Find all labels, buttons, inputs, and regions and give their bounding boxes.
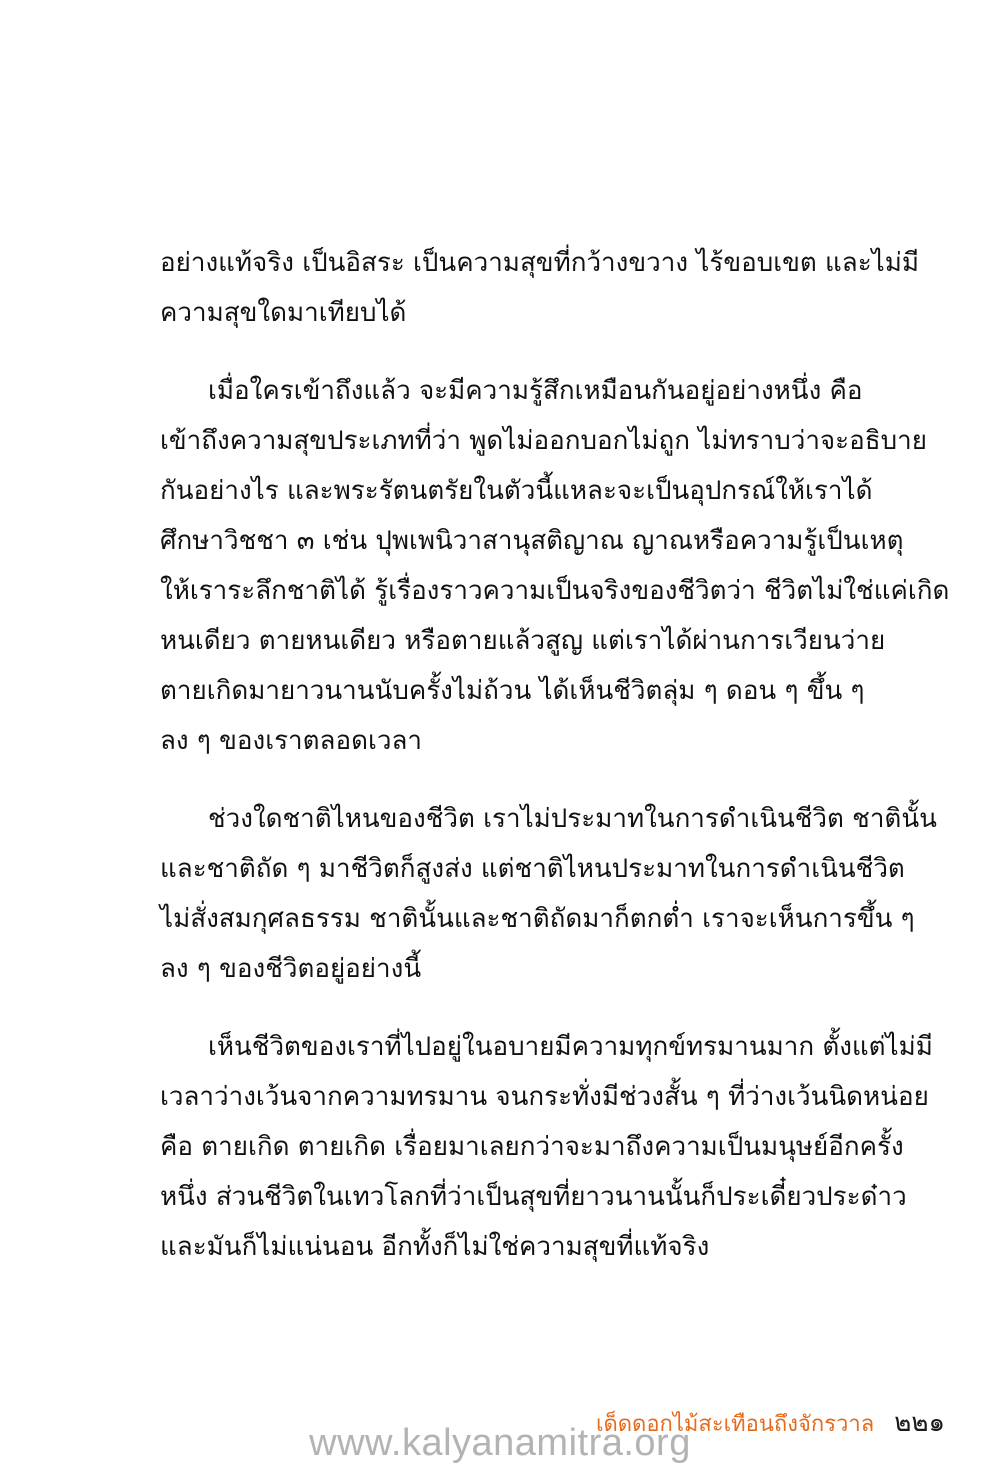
text-line: ลง ๆ ของเราตลอดเวลา: [160, 726, 422, 756]
paragraph-4: [160, 1022, 933, 1272]
text-line: เห็นชีวิตของเราที่ไปอยู่ในอบายมีความทุกข์ทรมานมาก ตั้งแต่ไม่มี: [208, 1032, 933, 1062]
text-line: ไม่สั่งสมกุศลธรรม ชาตินั้นและชาติถัดมาก็ตกต่ำ เราจะเห็นการขึ้น ๆ: [160, 904, 915, 934]
text-line: ลง ๆ ของชีวิตอยู่อย่างนี้: [160, 954, 422, 984]
text-line: ช่วงใดชาติไหนของชีวิต เราไม่ประมาทในการดำเนินชีวิต ชาตินั้น: [208, 804, 937, 834]
paragraph-2: [160, 366, 950, 766]
text-line: กันอย่างไร และพระรัตนตรัยในตัวนี้แหละจะเป็นอุปกรณ์ให้เราได้: [160, 476, 873, 506]
text-line: หนึ่ง ส่วนชีวิตในเทวโลกที่ว่าเป็นสุขที่ยาวนานนั้นก็ประเดี๋ยวประด๋าว: [160, 1182, 907, 1212]
watermark: www.kalyanamitra.org: [309, 1422, 691, 1464]
text-line: ความสุขใดมาเทียบได้: [160, 298, 407, 328]
text-line: ให้เราระลึกชาติได้ รู้เรื่องราวความเป็นจริงของชีวิตว่า ชีวิตไม่ใช่แค่เกิด: [160, 576, 950, 606]
text-line: เมื่อใครเข้าถึงแล้ว จะมีความรู้สึกเหมือนกันอยู่อย่างหนึ่ง คือ: [208, 376, 863, 406]
body-text: [160, 238, 950, 1300]
paragraph-1: [160, 238, 920, 338]
text-line: และชาติถัด ๆ มาชีวิตก็สูงส่ง แต่ชาติไหนประมาทในการดำเนินชีวิต: [160, 854, 905, 884]
text-line: ศึกษาวิชชา ๓ เช่น ปุพเพนิวาสานุสติญาณ ญาณหรือความรู้เป็นเหตุ: [160, 526, 904, 556]
text-line: คือ ตายเกิด ตายเกิด เรื่อยมาเลยกว่าจะมาถึงความเป็นมนุษย์อีกครั้ง: [160, 1132, 904, 1162]
page-number: ๒๒๑: [894, 1408, 945, 1438]
text-line: ตายเกิดมายาวนานนับครั้งไม่ถ้วน ได้เห็นชีวิตลุ่ม ๆ ดอน ๆ ขึ้น ๆ: [160, 676, 865, 706]
text-line: เวลาว่างเว้นจากความทรมาน จนกระทั่งมีช่วงสั้น ๆ ที่ว่างเว้นนิดหน่อย: [160, 1082, 929, 1112]
text-line: และมันก็ไม่แน่นอน อีกทั้งก็ไม่ใช่ความสุขที่แท้จริง: [160, 1232, 710, 1262]
paragraph-3: [160, 794, 937, 994]
text-line: อย่างแท้จริง เป็นอิสระ เป็นความสุขที่กว้างขวาง ไร้ขอบเขต และไม่มี: [160, 248, 920, 278]
book-title: เด็ดดอกไม้สะเทือนถึงจักรวาล: [595, 1412, 875, 1437]
text-line: เข้าถึงความสุขประเภทที่ว่า พูดไม่ออกบอกไม่ถูก ไม่ทราบว่าจะอธิบาย: [160, 426, 927, 456]
text-line: หนเดียว ตายหนเดียว หรือตายแล้วสูญ แต่เราได้ผ่านการเวียนว่าย: [160, 626, 886, 656]
